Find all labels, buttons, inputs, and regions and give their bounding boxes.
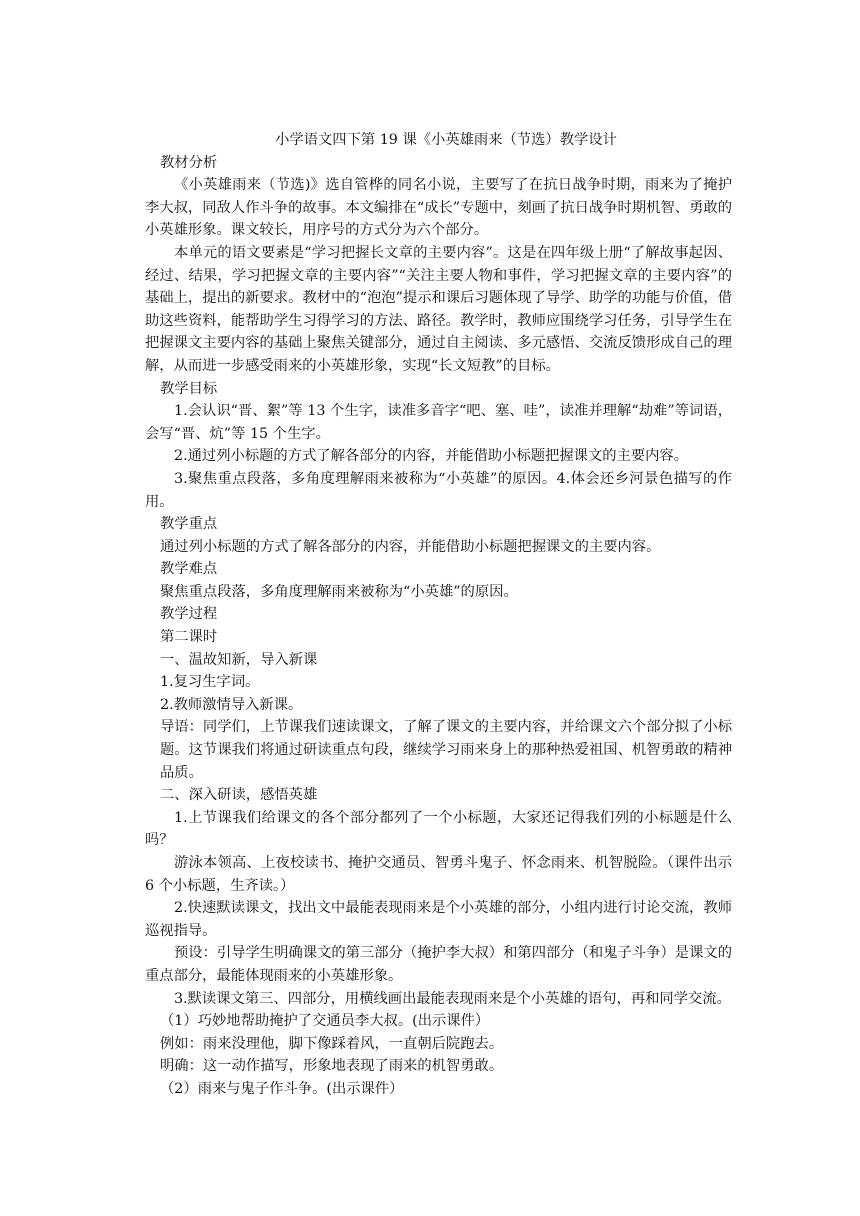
paragraph: 二、深入研读，感悟英雄 [160,787,318,804]
paragraph: 1.复习生字词。 [160,674,260,691]
paragraph: （2）雨来与鬼子作斗争。(出示课件） [160,1080,404,1097]
paragraph: 2.通过列小标题的方式了解各部分的内容，并能借助小标题把握课文的主要内容。 [174,448,689,465]
paragraph: 《小英雄雨来（节选)》选自管桦的同名小说，主要写了在抗日战争时期，雨来为了掩护李大叔，同敌人作斗争的故事。本文编排在“成长”专题中，刻画了抗日战争时期机智、勇敢的小英雄形象。课文较长，用序号的方式分为六个部分。 [145,177,732,239]
paragraph: 2.教师激情导入新课。 [160,696,303,713]
paragraph: 例如：雨来没理他，脚下像踩着风，一直朝后院跑去。 [160,1035,504,1052]
paragraph: 预设：引导学生明确课文的第三部分（掩护李大叔）和第四部分（和鬼子斗争）是课文的重点部分，最能体现雨来的小英雄形象。 [145,945,732,984]
document-body [145,129,732,1101]
section-heading-material-analysis: 教材分析 [160,154,218,171]
document-title: 小学语文四下第 19 课《小英雄雨来（节选）教学设计 [275,132,617,148]
section-heading-teaching-goals: 教学目标 [160,380,218,397]
paragraph: 明确：这一动作描写，形象地表现了雨来的机智勇敢。 [160,1058,504,1075]
paragraph: 3.默读课文第三、四部分，用横线画出最能表现雨来是个小英雄的语句，再和同学交流。 [174,990,731,1007]
section-heading-difficulties: 教学难点 [160,561,218,578]
paragraph: 本单元的语文要素是“学习把握长文章的主要内容”。这是在四年级上册“了解故事起因、经过、结果，学习把握文章的主要内容”“关注主要人物和事件，学习把握文章的主要内容”的基础上，提出的新要求。教材中的“泡泡”提示和课后习题体现了导学、助学的功能与价值，借助这些资料，能帮助学生习得学习的方法、路径。教学时，教师应围绕学习任务，引导学生在把握课文主要内容的基础上聚焦关键部分，通过自主阅读、多元感悟、交流反馈形成自己的理解，从而进一步感受雨来的小英雄形象，实现“长文短教”的目标。 [145,244,732,374]
paragraph: 一、温故知新，导入新课 [160,651,318,668]
section-heading-teaching-process: 教学过程 [160,606,218,623]
paragraph: 1.上节课我们给课文的各个部分都列了一个小标题，大家还记得我们列的小标题是什么吗？ [145,809,732,849]
section-heading-key-points: 教学重点 [160,516,218,533]
paragraph: 1.会认识“晋、絮”等 13 个生字，读准多音字“吧、塞、哇”，读准并理解“劫难”等词语，会写“晋、炕”等 15 个生字。 [145,403,732,442]
paragraph: 通过列小标题的方式了解各部分的内容，并能借助小标题把握课文的主要内容。 [160,538,661,555]
paragraph: 第二课时 [160,629,218,646]
paragraph: 2.快速默读课文，找出文中最能表现雨来是个小英雄的部分，小组内进行讨论交流，教师巡视指导。 [145,900,732,939]
paragraph: 聚焦重点段落，多角度理解雨来被称为“小英雄”的原因。 [160,583,518,600]
paragraph: 导语：同学们，上节课我们速读课文，了解了课文的主要内容，并给课文六个部分拟了小标题。这节课我们将通过研读重点句段，继续学习雨来身上的那种热爱祖国、机智勇敢的精神品质。 [160,719,732,781]
paragraph: （1）巧妙地帮助掩护了交通员李大叔。(出示课件） [160,1013,490,1030]
paragraph: 3.聚焦重点段落，多角度理解雨来被称为“小英雄”的原因。4.体会还乡河景色描写的作用。 [145,470,732,510]
paragraph: 游泳本领高、上夜校读书、掩护交通员、智勇斗鬼子、怀念雨来、机智脱险。（课件出示 6 个小标题，生齐读。） [145,855,732,894]
